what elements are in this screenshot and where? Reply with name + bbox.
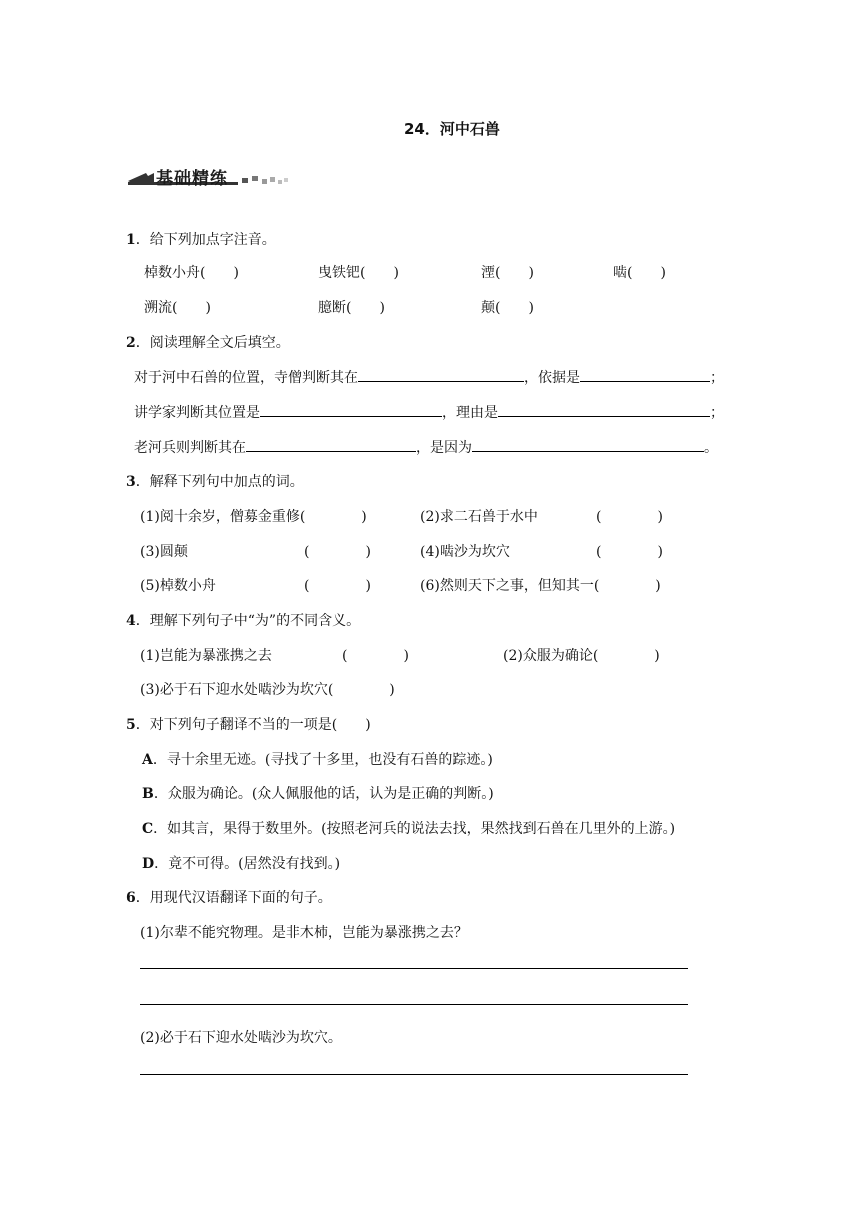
question-3: 3．解释下列句中加点的词。	[126, 474, 304, 490]
q4-item-2: (2)众服为确论( )	[503, 648, 660, 664]
page-title: 24．河中石兽	[404, 120, 500, 138]
answer-line[interactable]	[140, 1004, 688, 1005]
option-d: D．竟不可得。(居然没有找到。)	[142, 856, 341, 872]
q2-line-1: 对于河中石兽的位置，寺僧判断其在 ，依据是 ；	[134, 367, 724, 387]
answer-line[interactable]	[140, 1074, 688, 1075]
question-1: 1．给下列加点字注音。	[126, 232, 276, 248]
section-title: 基础精练	[156, 169, 228, 189]
q3-item-2: (2)求二石兽于水中	[420, 509, 538, 525]
q1-item: 溯流( )	[144, 300, 211, 316]
question-5: 5．对下列句子翻译不当的一项是( )	[126, 717, 371, 733]
answer-blank[interactable]	[260, 402, 442, 417]
answer-blank[interactable]	[358, 367, 524, 382]
q6-sentence-1: (1)尔辈不能究物理。是非木杮，岂能为暴涨携之去？	[140, 925, 468, 941]
q4-item-1: (1)岂能为暴涨携之去	[140, 648, 272, 664]
q3-item-5: (5)棹数小舟	[140, 578, 216, 594]
q1-item: 湮( )	[481, 265, 534, 281]
question-2: 2．阅读理解全文后填空。	[126, 335, 290, 351]
q1-item: 颠( )	[481, 300, 534, 316]
q6-sentence-2: (2)必于石下迎水处啮沙为坎穴。	[140, 1030, 342, 1046]
question-4: 4．理解下列句子中“为”的不同含义。	[126, 613, 361, 629]
q2-line-2: 讲学家判断其位置是 ，理由是 ；	[134, 402, 724, 422]
q3-blank-5: ( )	[304, 578, 371, 594]
q4-item-3: (3)必于石下迎水处啮沙为坎穴( )	[140, 682, 395, 698]
question-6: 6．用现代汉语翻译下面的句子。	[126, 890, 332, 906]
option-c: C．如其言，果得于数里外。(按照老河兵的说法去找，果然找到石兽在几里外的上游。)	[142, 821, 676, 837]
answer-blank[interactable]	[246, 437, 416, 452]
answer-blank[interactable]	[498, 402, 710, 417]
q3-blank-4: ( )	[596, 544, 663, 560]
q3-item-4: (4)啮沙为坎穴	[420, 544, 510, 560]
option-b: B．众服为确论。(众人佩服他的话，认为是正确的判断。)	[142, 786, 494, 802]
q3-blank-2: ( )	[596, 509, 663, 525]
q3-blank-3: ( )	[304, 544, 371, 560]
section-banner	[124, 163, 290, 189]
q2-line-3: 老河兵则判断其在 ，是因为 。	[134, 437, 718, 457]
q3-item-6: (6)然则天下之事，但知其一( )	[420, 578, 661, 594]
q3-item-3: (3)圆颠	[140, 544, 188, 560]
q1-item: 啮( )	[613, 265, 666, 281]
q1-item: 棹数小舟( )	[144, 265, 239, 281]
answer-blank[interactable]	[580, 367, 710, 382]
answer-line[interactable]	[140, 968, 688, 969]
option-a: A．寻十余里无迹。(寻找了十多里，也没有石兽的踪迹。)	[142, 752, 493, 768]
q1-item: 臆断( )	[318, 300, 385, 316]
answer-blank[interactable]	[472, 437, 704, 452]
q1-item: 曳铁钯( )	[318, 265, 399, 281]
q3-item-1: (1)阅十余岁，僧募金重修( )	[140, 509, 367, 525]
q4-blank-1: ( )	[342, 648, 409, 664]
